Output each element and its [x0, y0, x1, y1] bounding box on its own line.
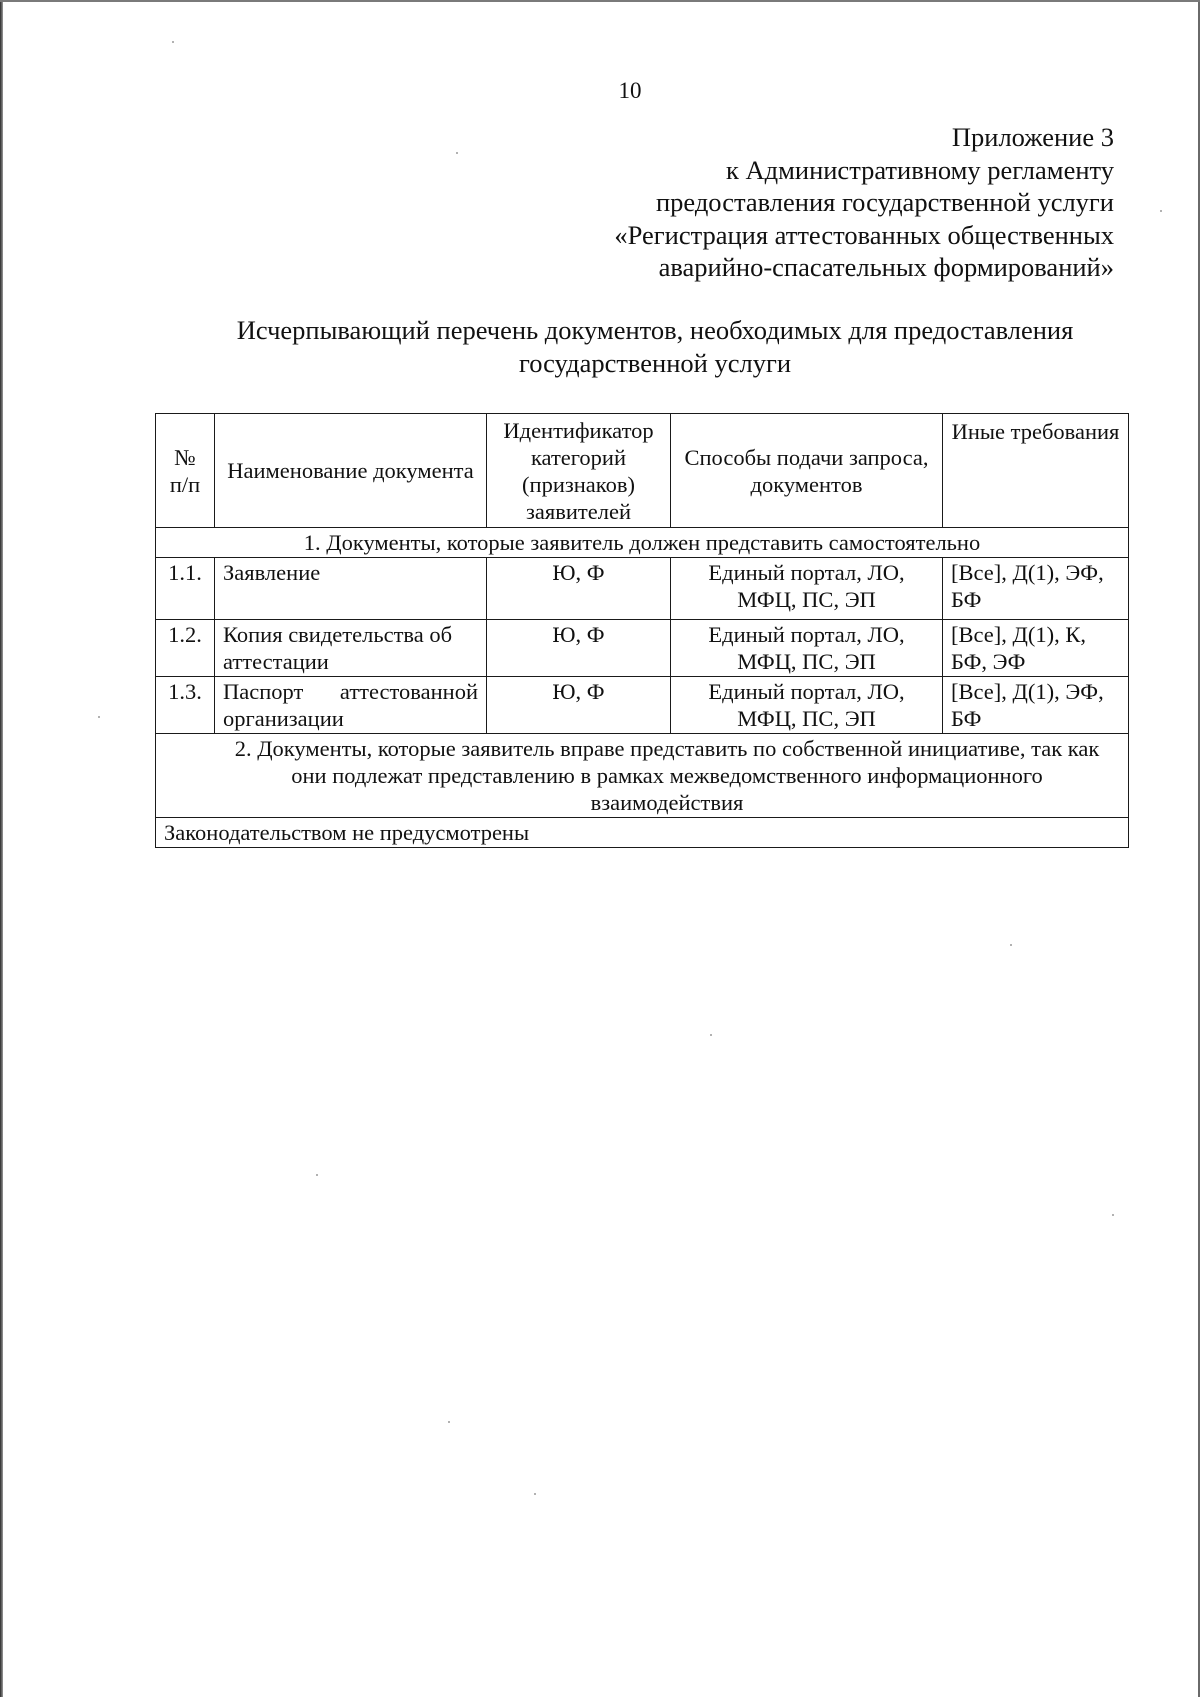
appendix-header [414, 121, 1114, 284]
title-line-1: Исчерпывающий перечень документов, необходимых для предоставления [236, 315, 1074, 345]
header-methods: Способы подачи запроса, документов [671, 414, 943, 528]
scan-speck [456, 152, 458, 154]
title-line-2: государственной услуги [518, 347, 792, 378]
header-name: Наименование документа [215, 414, 487, 528]
row-methods: Единый портал, ЛО, МФЦ, ПС, ЭП [671, 558, 943, 620]
row-num: 1.1. [156, 558, 215, 620]
header-num: № п/п [156, 414, 215, 528]
appendix-line-1: Приложение 3 [951, 122, 1114, 152]
row-identifier: Ю, Ф [487, 620, 671, 677]
row-other-requirements: [Все], Д(1), К, БФ, ЭФ [943, 620, 1129, 677]
row-document-name: Паспорт аттестованной организации [215, 677, 487, 734]
row-other-requirements: [Все], Д(1), ЭФ, БФ [943, 558, 1129, 620]
documents-table [155, 413, 1129, 848]
row-num: 1.2. [156, 620, 215, 677]
document-title [190, 314, 1120, 379]
appendix-line-4: «Регистрация аттестованных общественных [614, 219, 1114, 250]
row-identifier: Ю, Ф [487, 558, 671, 620]
scan-speck [534, 1493, 536, 1495]
scan-speck [98, 716, 100, 718]
scan-edge-left [0, 0, 3, 1697]
appendix-line-2: к Административному регламенту [726, 154, 1114, 185]
row-other-requirements: [Все], Д(1), ЭФ, БФ [943, 677, 1129, 734]
table-row [156, 677, 1129, 734]
scan-speck [710, 1034, 712, 1036]
row-methods: Единый портал, ЛО, МФЦ, ПС, ЭП [671, 620, 943, 677]
appendix-line-5: аварийно-спасательных формирований» [658, 252, 1114, 282]
final-note: Законодательством не предусмотрены [156, 818, 1129, 848]
final-note-row [156, 818, 1129, 848]
scan-speck [316, 1174, 318, 1176]
section-2-heading: 2. Документы, которые заявитель вправе представить по собственной инициативе, так как они подлежат представлению в рамках межведомственного информационного взаимодействия [156, 734, 1129, 818]
row-identifier: Ю, Ф [487, 677, 671, 734]
table-header-row [156, 414, 1129, 528]
section-1-row [156, 528, 1129, 558]
table-row [156, 620, 1129, 677]
section-1-heading: 1. Документы, которые заявитель должен представить самостоятельно [156, 528, 1129, 558]
appendix-line-3: предоставления государственной услуги [655, 187, 1114, 217]
row-num: 1.3. [156, 677, 215, 734]
scan-speck [172, 41, 174, 43]
section-2-row [156, 734, 1129, 818]
scan-speck [1010, 944, 1012, 946]
page-number: 10 [618, 78, 642, 103]
header-other: Иные требования [943, 414, 1129, 528]
scan-speck [1160, 210, 1162, 212]
row-document-name: Заявление [215, 558, 487, 620]
scan-speck [1112, 1214, 1114, 1216]
row-document-name: Копия свидетельства об аттестации [215, 620, 487, 677]
scan-speck [448, 1421, 450, 1423]
header-identifier: Идентификатор категорий (признаков) заявителей [487, 414, 671, 528]
row-methods: Единый портал, ЛО, МФЦ, ПС, ЭП [671, 677, 943, 734]
table-row [156, 558, 1129, 620]
scan-edge-top [0, 0, 1200, 2]
